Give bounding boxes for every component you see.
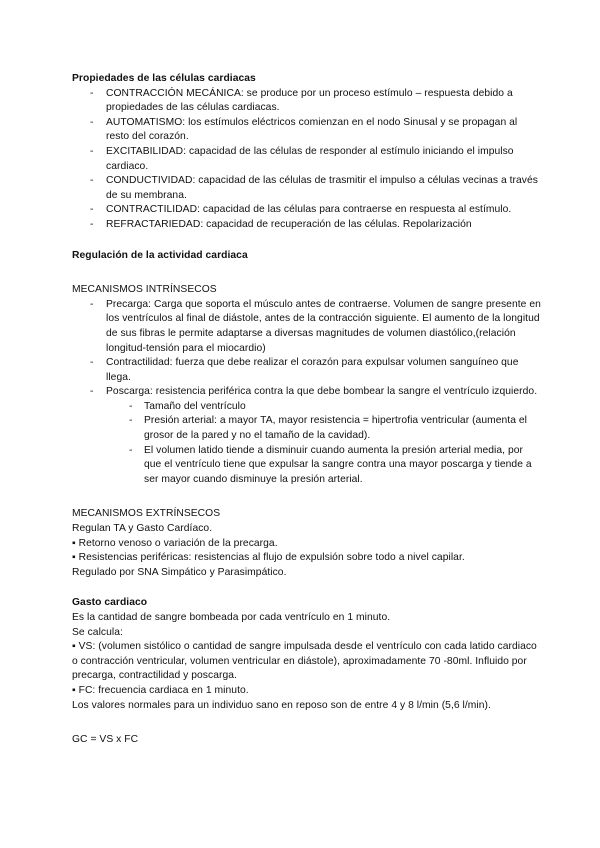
- text-line: Regulado por SNA Simpático y Parasimpático.: [72, 566, 287, 578]
- intrinsecos-list: [72, 298, 542, 488]
- list-item: - CONTRACTILIDAD: capacidad de las células para contraerse en respuesta al estímulo.: [72, 203, 542, 218]
- subheading-intrinsecos: MECANISMOS INTRÍNSECOS: [72, 284, 217, 296]
- text-line: ▪ Retorno venoso o variación de la precarga.: [72, 537, 278, 549]
- list-item-text: Poscarga: resistencia periférica contra la que debe bombear la sangre el ventrículo izquierdo.: [106, 386, 538, 398]
- text-line: Los valores normales para un individuo sano en reposo son de entre 4 y 8 l/min (5,6 l/min).: [72, 699, 491, 711]
- list-item: - CONTRACCIÓN MECÁNICA: se produce por un proceso estímulo – respuesta debido a propiedades de las células cardiacas.: [72, 87, 542, 116]
- section-heading-regulacion: Regulación de la actividad cardiaca: [72, 249, 248, 261]
- formula: GC = VS x FC: [72, 734, 139, 746]
- text-line: ▪ Resistencias periféricas: resistencias al flujo de expulsión sobre todo a nivel capilar.: [72, 552, 465, 564]
- text-line: Regulan TA y Gasto Cardíaco.: [72, 523, 213, 535]
- section-heading-propiedades: Propiedades de las células cardiacas: [72, 73, 256, 84]
- sublist-item: - Presión arterial: a mayor TA, mayor resistencia = hipertrofia ventricular (aumenta el grosor de la pared y no el tamaño de la cavidad).: [72, 414, 542, 443]
- text-line: Se calcula:: [72, 626, 123, 638]
- list-item: - AUTOMATISMO: los estímulos eléctricos comienzan en el nodo Sinusal y se propagan al resto del corazón.: [72, 116, 542, 145]
- text-line: ▪ FC: frecuencia cardiaca en 1 minuto.: [72, 684, 249, 696]
- list-item: - EXCITABILIDAD: capacidad de las células de responder al estímulo iniciando el impulso cardiaco.: [72, 145, 542, 174]
- section-heading-gasto: Gasto cardiaco: [72, 597, 148, 609]
- document-page: [72, 72, 542, 748]
- list-item-poscarga: [72, 385, 542, 487]
- propiedades-list: [72, 87, 542, 233]
- poscarga-sublist: [72, 400, 542, 488]
- list-item: - CONDUCTIVIDAD: capacidad de las células de trasmitir el impulso a células vecinas a través de su membrana.: [72, 174, 542, 203]
- list-item: - REFRACTARIEDAD: capacidad de recuperación de las células. Repolarización: [72, 218, 542, 233]
- sublist-item: - El volumen latido tiende a disminuir cuando aumenta la presión arterial media, por que el ventrículo tiene que expulsar la sangre contra una mayor poscarga y tiende a ser mayor cuando disminuye la presión arterial.: [72, 444, 542, 488]
- text-line: ▪ VS: (volumen sistólico o cantidad de sangre impulsada desde el ventrículo con cada latido cardiaco o contracción ventricular, volumen ventricular en diástole), aproximadamente 70 -80ml. Influido por precarga, contractilidad y poscarga.: [72, 641, 537, 682]
- list-item: - Contractilidad: fuerza que debe realizar el corazón para expulsar volumen sanguíneo que llega.: [72, 356, 542, 385]
- sublist-item: - Tamaño del ventrículo: [72, 400, 542, 415]
- subheading-extrinsecos: MECANISMOS EXTRÍNSECOS: [72, 508, 221, 520]
- list-item: - Precarga: Carga que soporta el músculo antes de contraerse. Volumen de sangre presente en los ventrículos al final de diástole, antes de la contracción siguiente. El aumento de la longitud de sus fibras le permite adaptarse a diversas magnitudes de volumen diastólico,(relación longitud-tensión para el miocardio): [72, 298, 542, 356]
- text-line: Es la cantidad de sangre bombeada por cada ventrículo en 1 minuto.: [72, 612, 391, 623]
